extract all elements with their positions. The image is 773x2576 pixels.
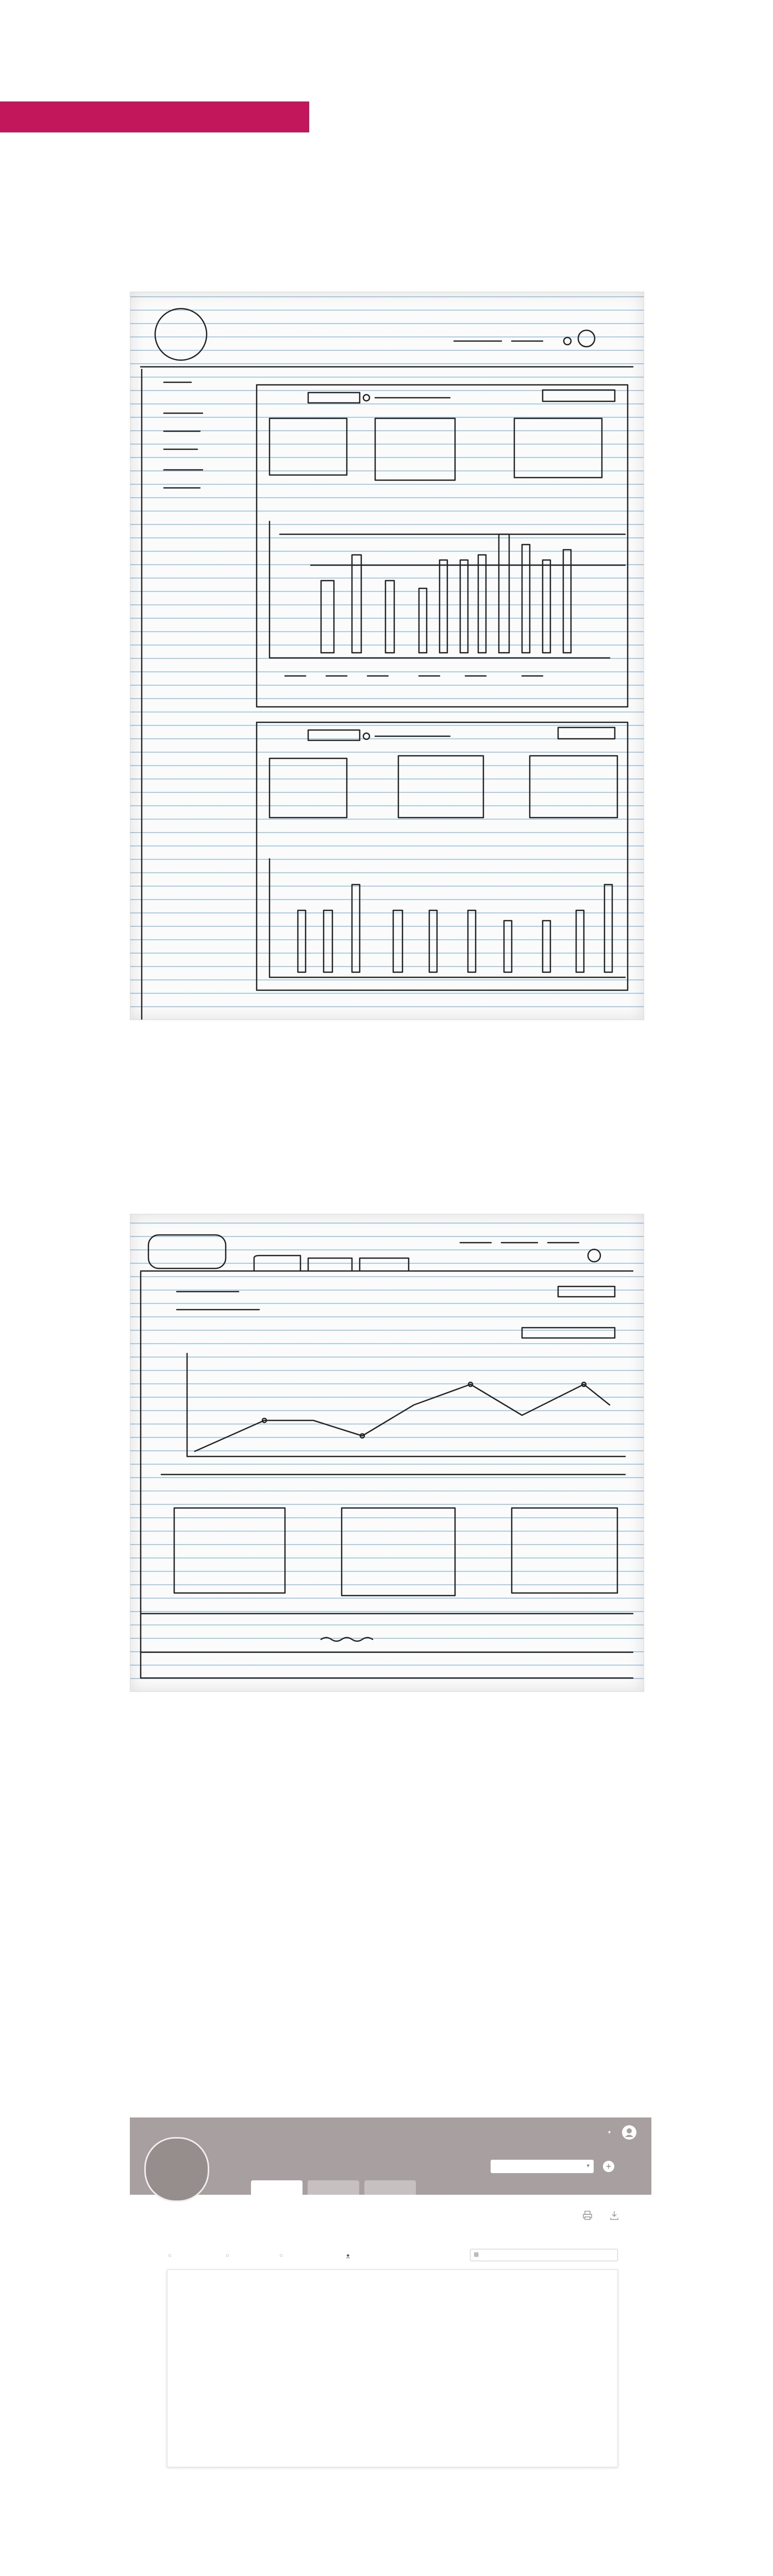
- quick-date-year[interactable]: ●: [346, 2252, 350, 2259]
- sales-bar-chart: [167, 2270, 617, 2467]
- sales-chart-card: [167, 2269, 618, 2467]
- wf3-text: [56, 1755, 720, 1782]
- add-product-button[interactable]: +: [603, 2161, 614, 2172]
- wf2-sketch: [130, 1214, 644, 1692]
- avatar[interactable]: [622, 2125, 636, 2140]
- wf1-sketch-drawing: [130, 292, 644, 1020]
- calendar-icon: ▦: [474, 2251, 479, 2258]
- wf2-sketch-drawing: [130, 1214, 644, 1691]
- download-icon[interactable]: [609, 2210, 619, 2221]
- wf1-sketch: [130, 292, 644, 1020]
- brand-logo[interactable]: [144, 2137, 209, 2202]
- user-icon: [622, 2125, 636, 2140]
- dashboard-mockup: [130, 2117, 651, 2576]
- product-select[interactable]: [491, 2160, 594, 2173]
- date-range-input[interactable]: [470, 2249, 618, 2261]
- section-banner: [0, 101, 309, 132]
- tab-vendas[interactable]: [251, 2180, 303, 2195]
- chevron-down-icon: ▾: [586, 2163, 590, 2169]
- chevron-down-icon[interactable]: ▾: [608, 2130, 611, 2136]
- quick-date-month[interactable]: ○: [226, 2252, 229, 2259]
- quick-date-week[interactable]: ○: [168, 2252, 172, 2259]
- print-icon[interactable]: [582, 2210, 593, 2221]
- quick-date-semester[interactable]: ○: [279, 2252, 283, 2259]
- tab-entregas[interactable]: [364, 2180, 416, 2195]
- tab-estoque[interactable]: [308, 2180, 359, 2195]
